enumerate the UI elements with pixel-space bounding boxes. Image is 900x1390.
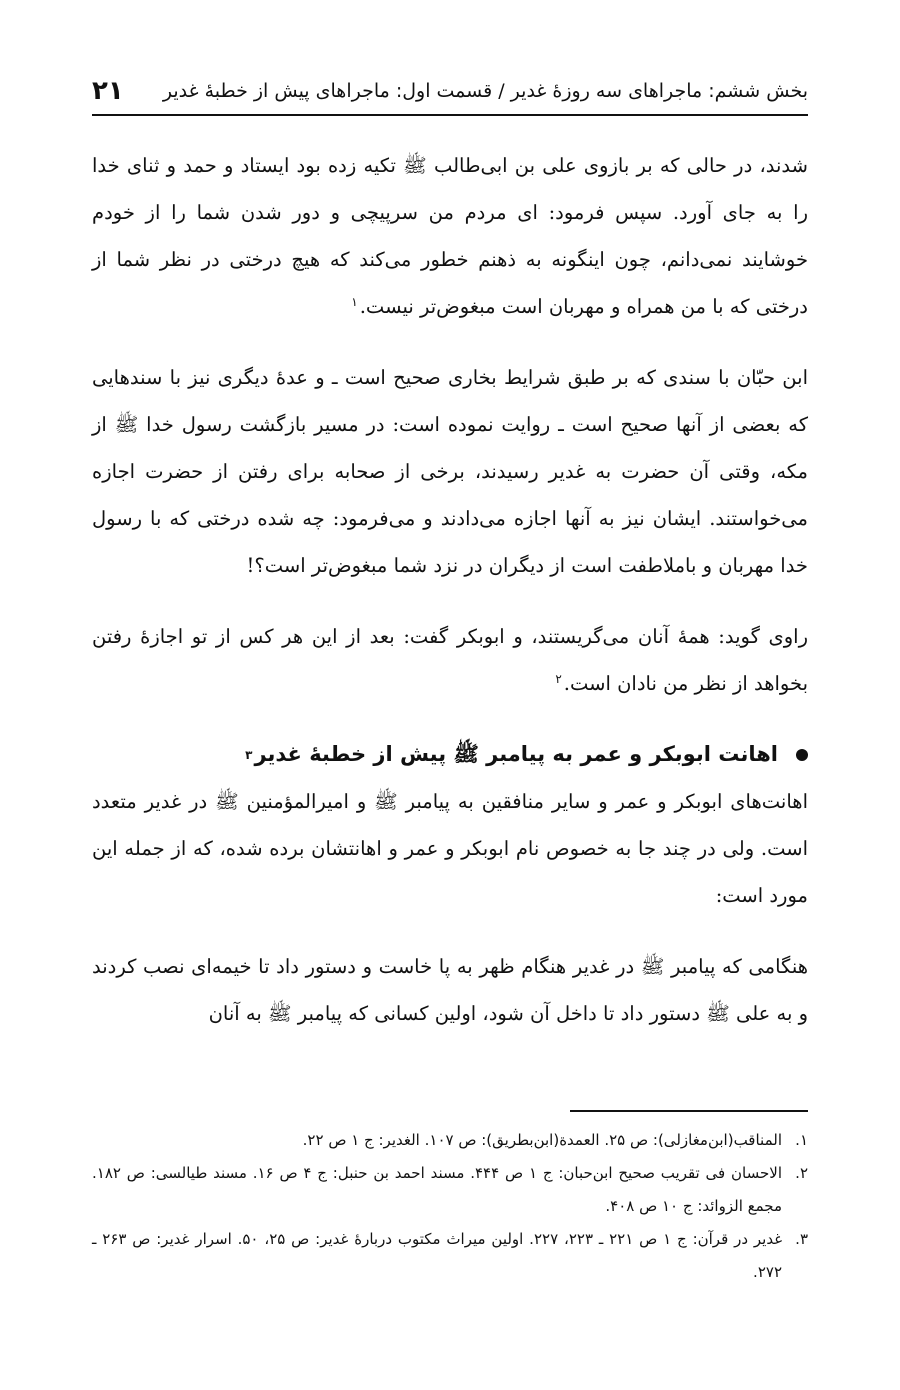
footnote-text: غدیر در قرآن: ج ۱ ص ۲۲۱ ـ ۲۲۳، ۲۲۷. اولین میراث مکتوب دربارهٔ غدیر: ص ۲۵، ۵۰. اسرار غدیر: ص ۲۶۳ ـ ۲۷۲. [92, 1230, 783, 1281]
main-text [92, 142, 808, 1037]
footnote-text: المناقب(ابن‌مغازلی): ص ۲۵. العمدة(ابن‌بطریق): ص ۱۰۷. الغدیر: ج ۱ ص ۲۲. [302, 1131, 782, 1149]
paragraph-4-text: اهانت‌های ابوبکر و عمر و سایر منافقین به پیامبر ﷺ و امیرالمؤمنین ﷺ در غدیر متعدد است. ولی در چند جا به خصوص نام ابوبکر و عمر و اهانتشان برده شده، که از جمله این مورد است: [92, 790, 808, 907]
footnotes [92, 1124, 808, 1289]
footnote-3 [92, 1223, 808, 1289]
paragraph-2-text: ابن حبّان با سندی که بر طبق شرایط بخاری صحیح است ـ و عدهٔ دیگری نیز با سندهایی که بعضی از آنها صحیح است ـ روایت نموده است: در مسیر بازگشت رسول خدا ﷺ از مکه، وقتی آن حضرت به غدیر رسیدند، برخی از صحابه برای رفتن از حضرت اجازه می‌خواستند. ایشان نیز به آنها اجازه می‌دادند و می‌فرمود: چه شده درختی که با رسول خدا مهربان و باملاطفت است از دیگران در نزد شما مبغوض‌تر است؟! [92, 366, 808, 577]
footnote-ref-2: ۲ [555, 671, 562, 686]
paragraph-4 [92, 778, 808, 919]
section-heading-text: اهانت ابوبکر و عمر به پیامبر ﷺ پیش از خطبهٔ غدیر [254, 742, 778, 766]
bullet-icon [796, 749, 808, 761]
footnote-2 [92, 1157, 808, 1223]
footnote-text: الاحسان فی تقریب صحیح ابن‌حبان: ج ۱ ص ۴۴۴. مسند احمد بن حنبل: ج ۴ ص ۱۶. مسند طیالسی: ص ۱۸۲. مجمع الزوائد: ج ۱۰ ص ۴۰۸. [92, 1164, 783, 1215]
paragraph-5-text: هنگامی که پیامبر ﷺ در غدیر هنگام ظهر به پا خاست و دستور داد تا خیمه‌ای نصب کردند و به علی ﷺ دستور داد تا داخل آن شود، اولین کسانی که پیامبر ﷺ به آنان [92, 955, 808, 1025]
paragraph-3-text: راوی گوید: همهٔ آنان می‌گریستند، و ابوبکر گفت: بعد از این هر کس از تو اجازهٔ رفتن بخواهد از نظر من نادان است. [92, 625, 808, 695]
footnote-ref-1: ۱ [351, 294, 358, 309]
paragraph-1 [92, 142, 808, 330]
paragraph-1-text: شدند، در حالی که بر بازوی علی بن ابی‌طالب ﷺ تکیه زده بود ایستاد و حمد و ثنای خدا را به جای آورد. سپس فرمود: ای مردم من سرپیچی و دور شدن شما را از خودم خوشایند نمی‌دانم، چون اینگونه به ذهنم خطور می‌کند که هیچ درختی در نظر شما از درختی که با من همراه و مهربان است مبغوض‌تر نیست. [92, 154, 808, 318]
footnote-number: ۲. [795, 1164, 808, 1182]
page-number: ۲۱ [92, 76, 124, 106]
header-title: بخش ششم: ماجراهای سه روزهٔ غدیر / قسمت اول: ماجراهای پیش از خطبهٔ غدیر [162, 80, 808, 102]
footnote-number: ۱. [795, 1131, 808, 1149]
footnote-1 [92, 1124, 808, 1157]
paragraph-3 [92, 613, 808, 707]
footnote-divider [570, 1110, 808, 1112]
footnote-number: ۳. [795, 1230, 808, 1248]
running-header [92, 68, 808, 116]
paragraph-2 [92, 354, 808, 589]
paragraph-5 [92, 943, 808, 1037]
section-heading: اهانت ابوبکر و عمر به پیامبر ﷺ پیش از خطبهٔ غدیر ۳ [92, 731, 808, 778]
